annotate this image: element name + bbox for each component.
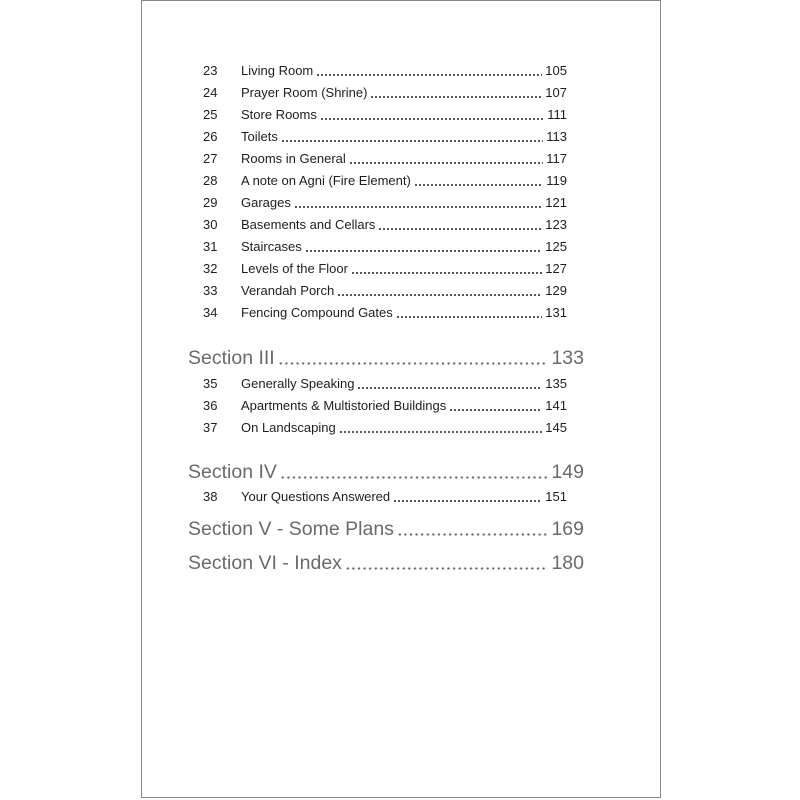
chapter-title: Apartments & Multistoried Buildings bbox=[241, 398, 447, 413]
dot-leader bbox=[294, 192, 542, 214]
chapter-title: Your Questions Answered bbox=[241, 489, 391, 504]
toc-section-5[interactable] bbox=[188, 515, 584, 543]
dot-leader bbox=[370, 82, 542, 104]
toc-chapter-entry[interactable] bbox=[188, 82, 584, 104]
chapter-title: A note on Agni (Fire Element) bbox=[241, 173, 411, 188]
chapter-number: 31 bbox=[203, 239, 218, 254]
chapter-page: 151 bbox=[545, 489, 567, 504]
toc-chapter-entry[interactable] bbox=[188, 280, 584, 302]
dot-leader bbox=[449, 395, 542, 417]
toc-chapter-entry[interactable] bbox=[188, 373, 584, 395]
chapter-page: 107 bbox=[545, 85, 567, 100]
chapter-title: Fencing Compound Gates bbox=[241, 305, 393, 320]
chapter-page: 121 bbox=[545, 195, 567, 210]
section-page: 149 bbox=[551, 461, 584, 483]
chapter-title: Garages bbox=[241, 195, 291, 210]
toc-section-3[interactable] bbox=[188, 344, 584, 372]
section-title: Section III bbox=[188, 347, 275, 369]
chapter-title: Store Rooms bbox=[241, 107, 317, 122]
chapter-page: 141 bbox=[545, 398, 567, 413]
chapter-number: 32 bbox=[203, 261, 218, 276]
toc-chapter-entry[interactable] bbox=[188, 417, 584, 439]
dot-leader bbox=[320, 104, 544, 126]
toc-chapter-entry[interactable] bbox=[188, 395, 584, 417]
section-title: Section V - Some Plans bbox=[188, 518, 394, 540]
chapter-title: Basements and Cellars bbox=[241, 217, 376, 232]
dot-leader bbox=[280, 458, 549, 486]
chapter-title: Generally Speaking bbox=[241, 376, 355, 391]
chapter-number: 25 bbox=[203, 107, 218, 122]
toc-chapter-entry[interactable] bbox=[188, 214, 584, 236]
chapter-page: 145 bbox=[545, 420, 567, 435]
dot-leader bbox=[396, 302, 543, 324]
chapter-page: 129 bbox=[545, 283, 567, 298]
chapter-number: 23 bbox=[203, 63, 218, 78]
chapter-number: 34 bbox=[203, 305, 218, 320]
dot-leader bbox=[351, 258, 542, 280]
toc-chapter-entry[interactable] bbox=[188, 104, 584, 126]
dot-leader bbox=[345, 549, 549, 577]
toc-section-4[interactable] bbox=[188, 458, 584, 486]
dot-leader bbox=[278, 344, 549, 372]
chapter-title: Toilets bbox=[241, 129, 278, 144]
chapter-page: 113 bbox=[546, 129, 567, 144]
chapter-number: 26 bbox=[203, 129, 218, 144]
toc-chapter-entry[interactable] bbox=[188, 60, 584, 82]
chapter-number: 27 bbox=[203, 151, 218, 166]
chapter-title: Staircases bbox=[241, 239, 302, 254]
toc-chapter-entry[interactable] bbox=[188, 192, 584, 214]
toc-chapter-entry[interactable] bbox=[188, 302, 584, 324]
chapter-number: 33 bbox=[203, 283, 218, 298]
chapter-page: 111 bbox=[547, 107, 567, 122]
dot-leader bbox=[414, 170, 543, 192]
chapter-number: 38 bbox=[203, 489, 218, 504]
chapter-page: 125 bbox=[545, 239, 567, 254]
section-page: 169 bbox=[551, 518, 584, 540]
toc-chapter-entry[interactable] bbox=[188, 236, 584, 258]
toc-chapter-entry[interactable] bbox=[188, 170, 584, 192]
chapter-number: 29 bbox=[203, 195, 218, 210]
table-of-contents bbox=[188, 60, 584, 577]
chapter-page: 123 bbox=[545, 217, 567, 232]
dot-leader bbox=[337, 280, 542, 302]
dot-leader bbox=[349, 148, 543, 170]
toc-section-6[interactable] bbox=[188, 549, 584, 577]
chapter-number: 28 bbox=[203, 173, 218, 188]
dot-leader bbox=[281, 126, 543, 148]
toc-chapter-entry[interactable] bbox=[188, 258, 584, 280]
chapter-page: 119 bbox=[546, 173, 567, 188]
chapter-title: Levels of the Floor bbox=[241, 261, 348, 276]
section-title: Section IV bbox=[188, 461, 277, 483]
chapter-title: Verandah Porch bbox=[241, 283, 335, 298]
dot-leader bbox=[393, 486, 542, 508]
section-title: Section VI - Index bbox=[188, 552, 342, 574]
chapter-title: Rooms in General bbox=[241, 151, 346, 166]
dot-leader bbox=[357, 373, 542, 395]
chapter-title: Living Room bbox=[241, 63, 314, 78]
chapter-number: 30 bbox=[203, 217, 218, 232]
chapter-title: Prayer Room (Shrine) bbox=[241, 85, 368, 100]
dot-leader bbox=[305, 236, 543, 258]
dot-leader bbox=[316, 60, 542, 82]
chapter-page: 117 bbox=[546, 151, 567, 166]
chapter-page: 105 bbox=[545, 63, 567, 78]
toc-chapter-entry[interactable] bbox=[188, 148, 584, 170]
dot-leader bbox=[397, 515, 549, 543]
toc-chapter-entry[interactable] bbox=[188, 126, 584, 148]
chapter-number: 35 bbox=[203, 376, 218, 391]
chapter-page: 135 bbox=[545, 376, 567, 391]
dot-leader bbox=[339, 417, 543, 439]
chapter-title: On Landscaping bbox=[241, 420, 336, 435]
dot-leader bbox=[378, 214, 542, 236]
toc-chapter-entry[interactable] bbox=[188, 486, 584, 508]
chapter-page: 131 bbox=[545, 305, 567, 320]
chapter-number: 37 bbox=[203, 420, 218, 435]
chapter-page: 127 bbox=[545, 261, 567, 276]
section-page: 133 bbox=[551, 347, 584, 369]
chapter-number: 24 bbox=[203, 85, 218, 100]
section-page: 180 bbox=[551, 552, 584, 574]
chapter-number: 36 bbox=[203, 398, 218, 413]
